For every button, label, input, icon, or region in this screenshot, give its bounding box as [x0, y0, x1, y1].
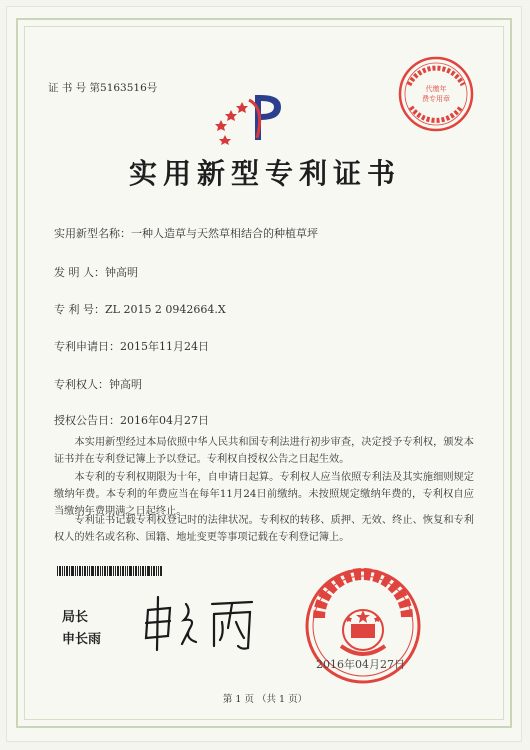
patent-number-value: ZL 2015 2 0942664.X	[105, 303, 226, 316]
name-label: 实用新型名称：	[54, 227, 131, 240]
field-utility-model-name	[54, 225, 318, 241]
field-filing-date	[54, 338, 209, 354]
certificate-title: 实用新型专利证书	[128, 157, 401, 190]
chief-title: 局长	[62, 610, 89, 625]
page-number: 第 1 页 （共 1 页）	[222, 694, 308, 705]
agency-seal-icon	[397, 55, 475, 133]
patentee-label: 专利权人：	[54, 378, 109, 391]
patent-office-logo-icon	[215, 90, 290, 145]
field-grant-date	[54, 412, 209, 428]
field-patentee	[54, 376, 142, 392]
body-paragraph-term: 本专利的专利权期限为十年，自申请日起算。专利权人应当依照专利法及其实施细则规定缴纳年费。本专利的年费应当在每年11月24日前缴纳。未按照规定缴纳年费的，专利权自应当缴纳年费期满之日起终止。	[54, 472, 474, 517]
barcode-icon	[57, 566, 162, 576]
patent-number-label: 专 利 号：	[54, 303, 105, 316]
filing-date-label: 专利申请日：	[54, 340, 120, 353]
body-paragraph-legal-status: 专利证书记载专利权登记时的法律状况。专利权的转移、质押、无效、终止、恢复和专利权人的姓名或名称、国籍、地址变更等事项记载在专利登记簿上。	[54, 515, 474, 543]
svg-text:费专用章: 费专用章	[422, 95, 450, 103]
grant-date-label: 授权公告日：	[54, 414, 120, 427]
body-paragraph-grant: 本实用新型经过本局依照中华人民共和国专利法进行初步审查，决定授予专利权，颁发本证书并在专利登记簿上予以登记。专利权自授权公告之日起生效。	[54, 437, 474, 465]
field-inventor	[54, 264, 138, 280]
chief-name: 申长雨	[62, 632, 102, 647]
inventor-value: 钟高明	[105, 266, 138, 279]
svg-text:代缴年: 代缴年	[425, 85, 447, 93]
certificate-number: 证 书 号 第5163516号	[48, 82, 158, 94]
patentee-value: 钟高明	[109, 378, 142, 391]
handwritten-signature-icon	[140, 592, 260, 652]
field-patent-number	[54, 301, 226, 317]
filing-date-value: 2015年11月24日	[120, 340, 209, 353]
grant-date-value: 2016年04月27日	[120, 414, 209, 427]
name-value: 一种人造草与天然草相结合的种植草坪	[131, 227, 318, 240]
inventor-label: 发 明 人：	[54, 266, 105, 279]
seal-date: 2016年04月27日	[316, 658, 405, 671]
